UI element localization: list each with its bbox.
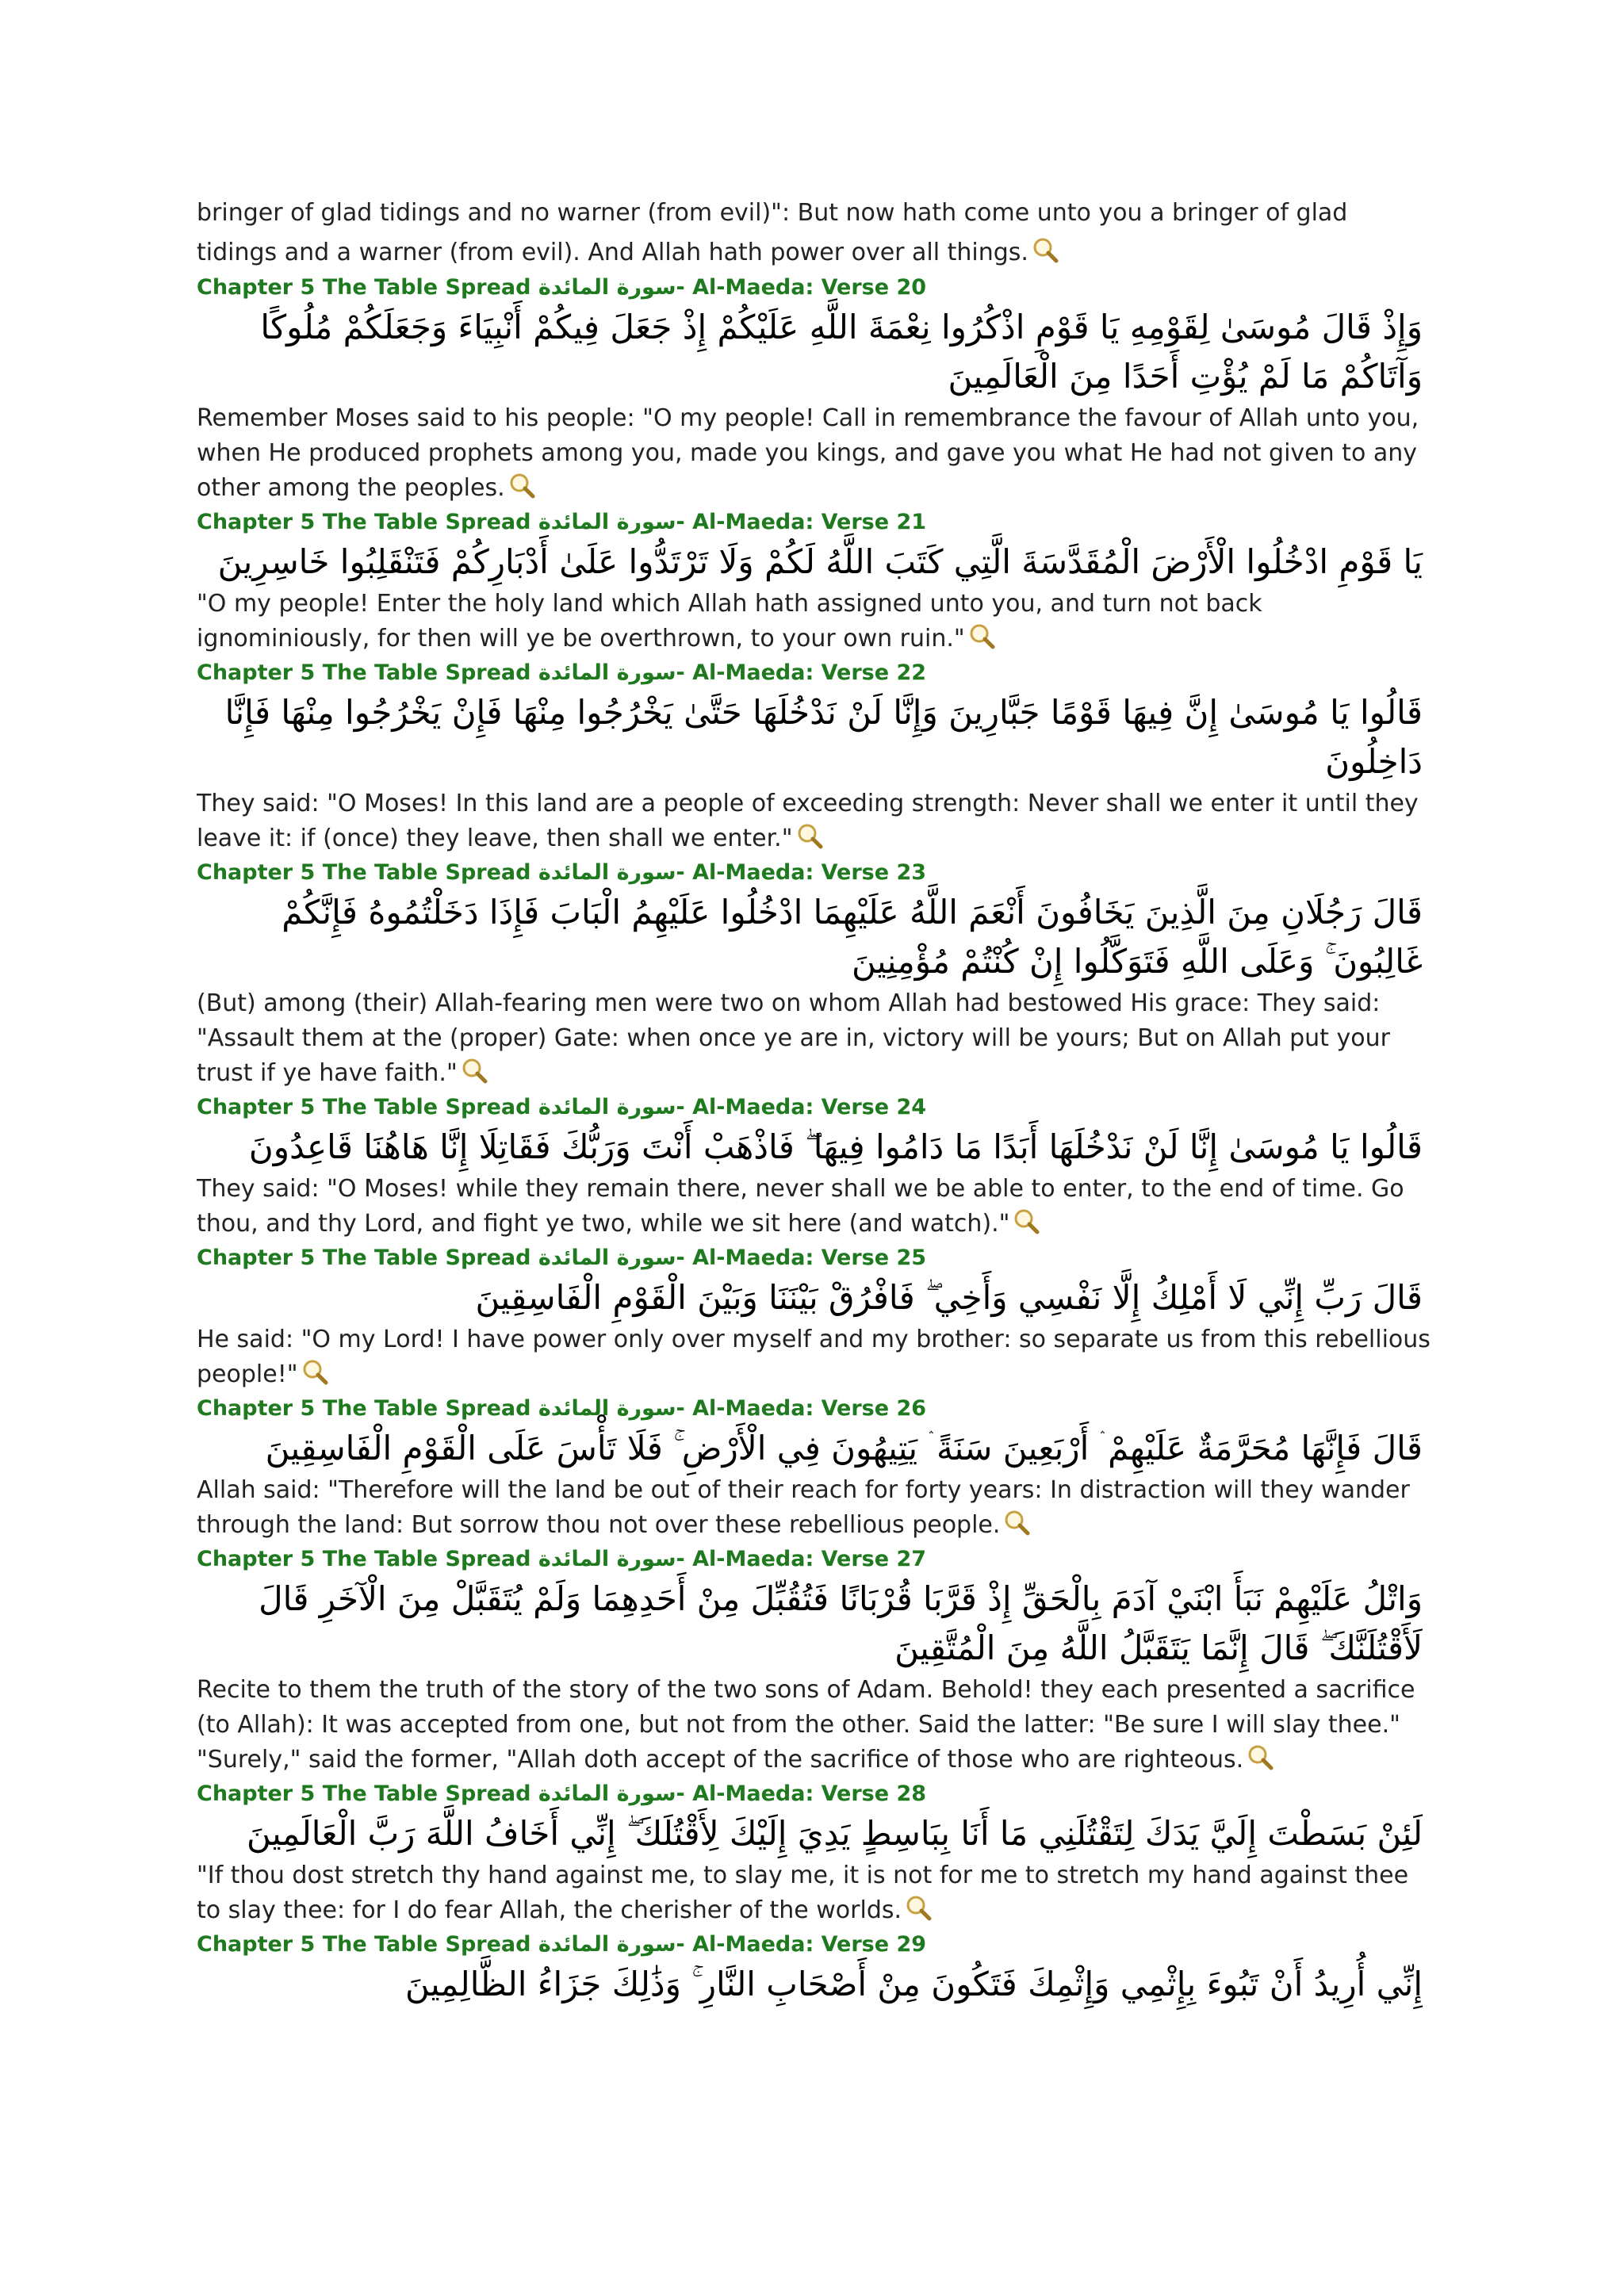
- translation-text: They said: "O Moses! In this land are a people of exceeding strength: Never shall we enter it until they leave it: if (once) they leave, then shall we enter.": [197, 790, 1419, 852]
- verse-translation: [197, 1322, 1434, 1392]
- verse-list: [197, 273, 1434, 2009]
- arabic-verse-text: قَالَ رَجُلَانِ مِنَ الَّذِينَ يَخَافُونَ أَنْعَمَ اللَّهُ عَلَيْهِمَا ادْخُلُوا عَلَيْهِمُ الْبَابَ فَإِذَا دَخَلْتُمُوهُ فَإِنَّكُمْ غَالِبُونَ ۚ وَعَلَى اللَّهِ فَتَوَكَّلُوا إِنْ كُنْتُمْ مُؤْمِنِينَ: [282, 893, 1423, 981]
- verse-reference: - Al-Maeda: Verse 24: [676, 1095, 927, 1119]
- chapter-title: Chapter 5 The Table Spread: [197, 1246, 531, 1270]
- verse-heading[interactable]: [197, 1779, 1434, 1809]
- verse-translation: [197, 1858, 1434, 1928]
- chapter-title: Chapter 5 The Table Spread: [197, 1781, 531, 1806]
- magnifier-icon[interactable]: [508, 472, 535, 499]
- arabic-verse-text: قَالُوا يَا مُوسَىٰ إِنَّ فِيهَا قَوْمًا جَبَّارِينَ وَإِنَّا لَنْ نَدْخُلَهَا حَتَّىٰ يَخْرُجُوا مِنْهَا فَإِنْ يَخْرُجُوا مِنْهَا فَإِنَّا دَاخِلُونَ: [224, 693, 1423, 781]
- chapter-title: Chapter 5 The Table Spread: [197, 510, 531, 534]
- sura-name-arabic: سورة المائدة: [538, 1095, 676, 1119]
- verse-reference: - Al-Maeda: Verse 26: [676, 1396, 927, 1421]
- arabic-verse-text: وَإِذْ قَالَ مُوسَىٰ لِقَوْمِهِ يَا قَوْمِ اذْكُرُوا نِعْمَةَ اللَّهِ عَلَيْكُمْ إِذْ جَعَلَ فِيكُمْ أَنْبِيَاءَ وَجَعَلَكُمْ مُلُوكًا وَآتَاكُمْ مَا لَمْ يُؤْتِ أَحَدًا مِنَ الْعَالَمِينَ: [260, 308, 1423, 396]
- translation-text: Recite to them the truth of the story of the two sons of Adam. Behold! they each presented a sacrifice (to Allah): It was accepted from one, but not from the other. Said the latter: "Be sure I will slay thee." "Surely," said the former, "Allah doth accept of the sacrifice of those who are righteous.: [197, 1676, 1415, 1774]
- verse-translation: [197, 786, 1434, 856]
- verse-reference: - Al-Maeda: Verse 22: [676, 660, 927, 685]
- magnifier-icon[interactable]: [461, 1057, 488, 1084]
- sura-name-arabic: سورة المائدة: [538, 1246, 676, 1270]
- intro-translation: bringer of glad tidings and no warner (from evil)": But now hath come unto you a bringer of glad tidings and a warner (from evil). And Allah hath power over all things.: [197, 199, 1348, 266]
- magnifier-icon[interactable]: [1247, 1743, 1274, 1770]
- verse-heading[interactable]: [197, 658, 1434, 688]
- sura-name-arabic: سورة المائدة: [538, 660, 676, 685]
- arabic-verse-text: قَالَ فَإِنَّهَا مُحَرَّمَةٌ عَلَيْهِمْ ۛ أَرْبَعِينَ سَنَةً ۛ يَتِيهُونَ فِي الْأَرْضِ ۚ فَلَا تَأْسَ عَلَى الْقَوْمِ الْفَاسِقِينَ: [265, 1429, 1423, 1468]
- chapter-title: Chapter 5 The Table Spread: [197, 275, 531, 300]
- sura-name-arabic: سورة المائدة: [538, 1547, 676, 1571]
- verse-translation: [197, 587, 1434, 656]
- arabic-verse-text: لَئِنْ بَسَطْتَ إِلَيَّ يَدَكَ لِتَقْتُلَنِي مَا أَنَا بِبَاسِطٍ يَدِيَ إِلَيْكَ لِأَقْتُلَكَ ۖ إِنِّي أَخَافُ اللَّهَ رَبَّ الْعَالَمِينَ: [247, 1814, 1423, 1853]
- arabic-verse-text: يَا قَوْمِ ادْخُلُوا الْأَرْضَ الْمُقَدَّسَةَ الَّتِي كَتَبَ اللَّهُ لَكُمْ وَلَا تَرْتَدُّوا عَلَىٰ أَدْبَارِكُمْ فَتَنْقَلِبُوا خَاسِرِينَ: [217, 542, 1423, 581]
- verse-block: [197, 507, 1434, 656]
- translation-text: Remember Moses said to his people: "O my people! Call in remembrance the favour of Allah unto you, when He produced prophets among you, made you kings, and gave you what He had not given to any other among the peoples.: [197, 404, 1419, 502]
- verse-reference: - Al-Maeda: Verse 29: [676, 1932, 927, 1957]
- sura-name-arabic: سورة المائدة: [538, 1932, 676, 1957]
- verse-translation: [197, 1172, 1434, 1242]
- document-page: [197, 193, 1434, 2009]
- arabic-verse-text: قَالُوا يَا مُوسَىٰ إِنَّا لَنْ نَدْخُلَهَا أَبَدًا مَا دَامُوا فِيهَا ۖ فَاذْهَبْ أَنْتَ وَرَبُّكَ فَقَاتِلَا إِنَّا هَاهُنَا قَاعِدُونَ: [248, 1127, 1423, 1166]
- verse-heading[interactable]: [197, 1093, 1434, 1123]
- verse-block: [197, 1779, 1434, 1928]
- verse-heading[interactable]: [197, 273, 1434, 303]
- verse-block: [197, 658, 1434, 856]
- arabic-verse-text: وَاتْلُ عَلَيْهِمْ نَبَأَ ابْنَيْ آدَمَ بِالْحَقِّ إِذْ قَرَّبَا قُرْبَانًا فَتُقُبِّلَ مِنْ أَحَدِهِمَا وَلَمْ يُتَقَبَّلْ مِنَ الْآخَرِ قَالَ لَأَقْتُلَنَّكَ ۖ قَالَ إِنَّمَا يَتَقَبَّلُ اللَّهُ مِنَ الْمُتَّقِينَ: [259, 1579, 1423, 1667]
- verse-translation: [197, 401, 1434, 506]
- verse-heading[interactable]: [197, 507, 1434, 538]
- translation-text: Allah said: "Therefore will the land be out of their reach for forty years: In distraction will they wander through the land: But sorrow thou not over these rebellious people.: [197, 1476, 1410, 1539]
- chapter-title: Chapter 5 The Table Spread: [197, 1932, 531, 1957]
- verse-reference: - Al-Maeda: Verse 27: [676, 1547, 927, 1571]
- verse-block: [197, 1093, 1434, 1242]
- magnifier-icon[interactable]: [1013, 1207, 1040, 1234]
- magnifier-icon[interactable]: [301, 1358, 328, 1385]
- verse-block: [197, 1394, 1434, 1543]
- verse-reference: - Al-Maeda: Verse 28: [676, 1781, 927, 1806]
- verse-reference: - Al-Maeda: Verse 23: [676, 860, 927, 885]
- translation-text: He said: "O my Lord! I have power only over myself and my brother: so separate us from this rebellious people!": [197, 1326, 1431, 1388]
- sura-name-arabic: سورة المائدة: [538, 1396, 676, 1421]
- sura-name-arabic: سورة المائدة: [538, 860, 676, 885]
- verse-reference: - Al-Maeda: Verse 21: [676, 510, 927, 534]
- chapter-title: Chapter 5 The Table Spread: [197, 1095, 531, 1119]
- verse-translation: [197, 1673, 1434, 1777]
- translation-text: "O my people! Enter the holy land which Allah hath assigned unto you, and turn not back ignominiously, for then will ye be overthrown, to your own ruin.": [197, 590, 1262, 652]
- verse-block: [197, 858, 1434, 1091]
- arabic-verse-text: إِنِّي أُرِيدُ أَنْ تَبُوءَ بِإِثْمِي وَإِثْمِكَ فَتَكُونَ مِنْ أَصْحَابِ النَّارِ ۚ وَذَٰلِكَ جَزَاءُ الظَّالِمِينَ: [405, 1965, 1423, 2003]
- magnifier-icon[interactable]: [1032, 236, 1059, 263]
- magnifier-icon[interactable]: [905, 1894, 932, 1921]
- translation-text: They said: "O Moses! while they remain there, never shall we be able to enter, to the end of time. Go thou, and thy Lord, and fight ye two, while we sit here (and watch).": [197, 1175, 1404, 1238]
- verse-block: [197, 1930, 1434, 2009]
- verse-block: [197, 1243, 1434, 1392]
- magnifier-icon[interactable]: [796, 822, 823, 849]
- chapter-title: Chapter 5 The Table Spread: [197, 1547, 531, 1571]
- verse-reference: - Al-Maeda: Verse 25: [676, 1246, 927, 1270]
- magnifier-icon[interactable]: [1003, 1509, 1030, 1536]
- verse-translation: [197, 1473, 1434, 1543]
- translation-text: (But) among (their) Allah-fearing men were two on whom Allah had bestowed His grace: They said: "Assault them at the (proper) Gate: when once ye are in, victory will be yours; But on Allah put your trust if ye have faith.": [197, 989, 1390, 1087]
- chapter-title: Chapter 5 The Table Spread: [197, 660, 531, 685]
- verse-heading[interactable]: [197, 1930, 1434, 1960]
- verse-block: [197, 1544, 1434, 1777]
- translation-text: "If thou dost stretch thy hand against me, to slay me, it is not for me to stretch my hand against thee to slay thee: for I do fear Allah, the cherisher of the worlds.: [197, 1862, 1409, 1924]
- sura-name-arabic: سورة المائدة: [538, 1781, 676, 1806]
- verse-heading[interactable]: [197, 1394, 1434, 1424]
- verse-reference: - Al-Maeda: Verse 20: [676, 275, 927, 300]
- arabic-verse-text: قَالَ رَبِّ إِنِّي لَا أَمْلِكُ إِلَّا نَفْسِي وَأَخِي ۖ فَافْرُقْ بَيْنَنَا وَبَيْنَ الْقَوْمِ الْفَاسِقِينَ: [475, 1278, 1423, 1317]
- sura-name-arabic: سورة المائدة: [538, 275, 676, 300]
- magnifier-icon[interactable]: [968, 622, 995, 649]
- sura-name-arabic: سورة المائدة: [538, 510, 676, 534]
- verse-heading[interactable]: [197, 858, 1434, 888]
- chapter-title: Chapter 5 The Table Spread: [197, 860, 531, 885]
- verse-block: [197, 273, 1434, 506]
- chapter-title: Chapter 5 The Table Spread: [197, 1396, 531, 1421]
- verse-translation: [197, 986, 1434, 1091]
- verse-heading[interactable]: [197, 1544, 1434, 1575]
- verse-heading[interactable]: [197, 1243, 1434, 1273]
